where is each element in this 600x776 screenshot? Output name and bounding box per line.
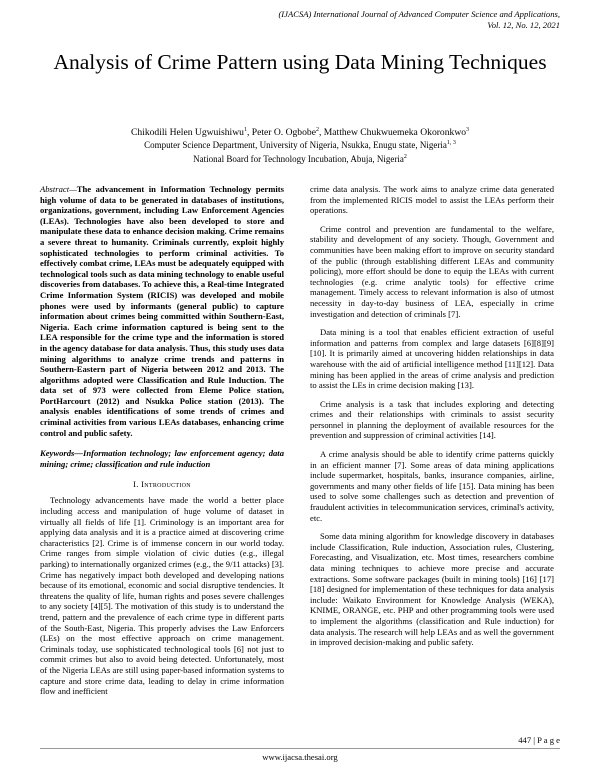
journal-name: (IJACSA) International Journal of Advanced Computer Science and Applications, [278, 9, 560, 19]
author-1-sup: 1 [243, 127, 247, 133]
page-number: 447 | P a g e [518, 735, 560, 745]
footer-url[interactable]: www.ijacsa.thesai.org [262, 752, 338, 762]
body-paragraph: Some data mining algorithm for knowledge discovery in databases include Classification, Rule induction, Association rules, Clustering, Forecasting, and Visualization, etc. Most times, researchers combine data mining techniques to achieve more precise and accurate extractions. Some software packages (built in mining tools) [16] [17] [18] designed for implementation of these techniques for data analysis include: Waikato Environment for Knowledge Analysis (WEKA), KNIME, ORANGE, etc. PHP and other programming tools were used to implement the algorithms (classification and Rule induction) for data analysis. The research will help LEAs and as well the government in improved decision-making and public safety. [310, 531, 554, 648]
author-3: , Matthew Chukwuemeka Okoronkwo [318, 127, 467, 139]
journal-header [180, 9, 560, 30]
affiliation-1-sup: 1, 3 [446, 140, 456, 146]
affiliation-1-text: Computer Science Department, University of Nigeria, Nsukka, Enugu state, Nigeria [144, 140, 447, 150]
author-3-sup: 3 [466, 127, 470, 133]
affiliation-1 [40, 138, 560, 152]
affiliation-2-sup: 2 [403, 153, 407, 160]
abstract-text: The advancement in Information Technology permits high volume of data to be generated in databases of institutions, organizations, government, including Law Enforcement Agencies (LEAs). Technologies have also been developed to store and manipulate these data to enhance decision making. Crime remains a severe threat to humanity. Criminals currently, exploit highly sophisticated technologies to perform criminal activities. To effectively combat crime, LEAs must be adequately equipped with technological tools such as data mining technology to enable useful discoveries from databases. To achieve this, a Real-time Integrated Crime Information System (RICIS) was developed and mobile phones were used by informants (general public) to capture information about crimes being committed within Southern-East, Nigeria. Each crime information captured is being sent to the LEA responsible for the crime type and the information is stored in the agency database for data analysis. Thus, this study uses data mining algorithms to analyze crime trends and patterns in Southern-Eastern part of Nigeria between 2012 and 2013. The algorithms adopted were Classification and Rule Induction. The data set of 973 were collected from Eleme Police station, PortHarcourt (2012) and Nsukka Police station (2013). The analysis enables identifications of some trends of crimes and criminal activities from various LEAs databases, enhancing crime control and public safety. [40, 184, 284, 438]
keywords-text: Information technology; law enforcement agency; data mining; crime; classification and rule induction [40, 448, 284, 469]
abstract [40, 184, 284, 438]
intro-paragraph: Technology advancements have made the world a better place including access and manipulation of huge volume of dataset in virtually all fields of life [1]. Criminology is an important area for applying data analysis and it is a practice aimed at discovering crime characteristics [2]. Crime is of immense concern in our world today. Crime ranges from simple violation of civic duties (e.g., illegal parking) to internationally organized crimes (e.g., the 9/11 attacks) [3]. Crime has negatively impact both developed and developing nations because of its emotional, economic and social disruptive tendencies. It threatens the quality of life, human rights and poses severe challenges to any society [4][5]. The motivation of this study is to understand the trend, pattern and the prevalence of each crime type in different parts of the South-East, Nigeria. This properly advises the Law Enforcers (LEs) on the most effective approach on crime management. Criminals today, use sophisticated technological tools [6] not just to commit crimes but also to avoid being detected. Unfortunately, most of the Nigeria LEAs are still using paper-based information systems to capture and store crime data, leading to delay in crime information flow and inefficient [40, 495, 284, 697]
author-list [40, 124, 560, 139]
right-column [310, 184, 554, 648]
abstract-lead: Abstract— [40, 184, 77, 194]
author-2: , Peter O. Ogbobe [246, 127, 316, 139]
author-1: Chikodili Helen Ugwuishiwu [130, 127, 244, 139]
body-paragraph: A crime analysis should be able to identify crime patterns quickly in an efficient manner [7]. Some areas of data mining applications include supermarket, hospitals, banks, insurance companies, airline, governments and many other fields of life [15]. Data mining has been used to solve some challenges such as detection and prevention of fraudulent activities in telecommunication services, criminal's activity, etc. [310, 449, 554, 523]
journal-volume: Vol. 12, No. 12, 2021 [487, 19, 560, 30]
author-2-sup: 2 [315, 127, 319, 133]
section-heading: I. Introduction [133, 479, 191, 490]
body-paragraph: crime data analysis. The work aims to analyze crime data generated from the implemented RICIS model to assist the LEAs perform their operations. [310, 184, 554, 216]
paper-title: Analysis of Crime Pattern using Data Mining Techniques [53, 50, 547, 74]
body-paragraph: Crime control and prevention are fundamental to the welfare, stability and development of any society. Though, Government and communities have been making effort to improve on security standard of the public (through establishing different LEAs and community policing), more effort should be done to equip the LEAs with current technologies (e.g. crime analytic tools) for effective crime management. Timely access to relevant information is also of utmost necessity in day-to-day business of LEA, especially in crime investigation and detection of criminals [7]. [310, 223, 554, 319]
keywords-lead: Keywords— [40, 448, 83, 459]
left-column [40, 184, 284, 697]
body-paragraph: Data mining is a tool that enables efficient extraction of useful information and patterns from complex and large datasets [6][8][9][10]. It is primarily aimed at uncovering hidden relationships in data warehouse with the aid of artificial intelligence method [11][12]. Data mining has been applied in the areas of crime analysis and prediction to assist the LEs in crime decision making [13]. [310, 327, 554, 391]
keywords [40, 448, 284, 469]
footer-divider [40, 748, 560, 749]
affiliations [40, 138, 560, 165]
affiliation-2-text: National Board for Technology Incubation, Abuja, Nigeria [193, 153, 404, 164]
affiliation-2 [40, 152, 560, 166]
body-paragraph: Crime analysis is a task that includes exploring and detecting crimes and their relationships with criminals to assist security personnel in planning the deployment of available resources for the prevention and suppression of criminal activities [14]. [310, 398, 554, 441]
